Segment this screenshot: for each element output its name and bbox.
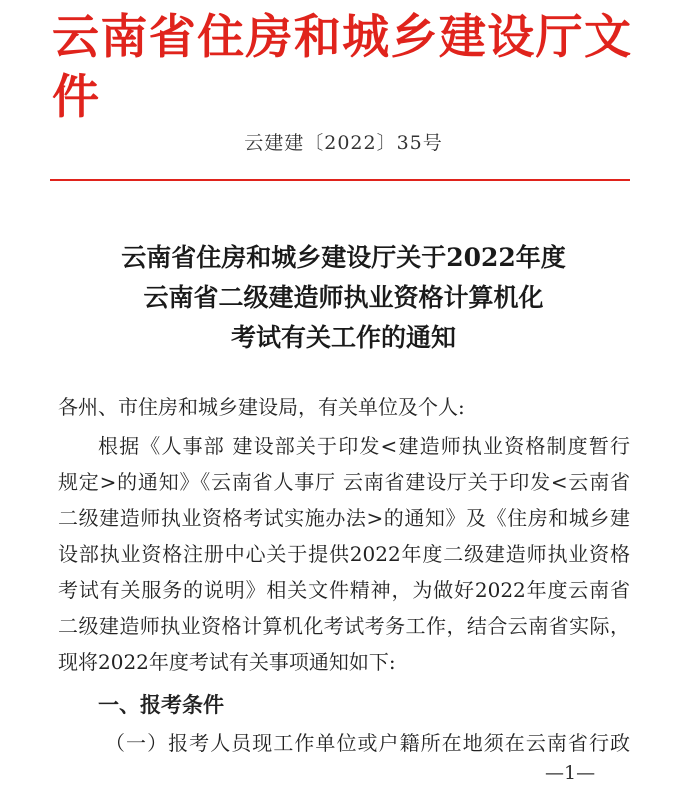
document-number: 云建建〔2022〕35号 (244, 132, 443, 154)
body-line: 根据《人事部 建设部关于印发<建造师执业资格制度暂行 (98, 434, 630, 458)
salutation: 各州、市住房和城乡建设局，有关单位及个人: (58, 395, 465, 419)
header-divider (50, 179, 630, 181)
notice-title-line-2: 云南省二级建造师执业资格计算机化 (143, 283, 544, 312)
body-line: 设部执业资格注册中心关于提供2022年度二级建造师执业资格 (58, 542, 630, 566)
body-line: 二级建造师执业资格考试实施办法>的通知》及《住房和城乡建 (58, 506, 630, 530)
page-number: —1— (545, 762, 596, 784)
section-heading: 一、报考条件 (98, 692, 224, 717)
body-line: 现将2022年度考试有关事项通知如下: (58, 650, 396, 674)
document-header-title: 云南省住房和城乡建设厅文件 (52, 10, 632, 125)
subsection-line: （一）报考人员现工作单位或户籍所在地须在云南省行政 (105, 731, 630, 755)
notice-title-line-1: 云南省住房和城乡建设厅关于2022年度 (121, 243, 566, 272)
notice-title-line-3: 考试有关工作的通知 (230, 323, 456, 352)
body-line: 规定>的通知》《云南省人事厅 云南省建设厅关于印发<云南省 (58, 470, 630, 494)
body-line: 考试有关服务的说明》相关文件精神，为做好2022年度云南省 (58, 578, 630, 602)
body-line: 二级建造师执业资格计算机化考试考务工作，结合云南省实际， (58, 614, 630, 638)
